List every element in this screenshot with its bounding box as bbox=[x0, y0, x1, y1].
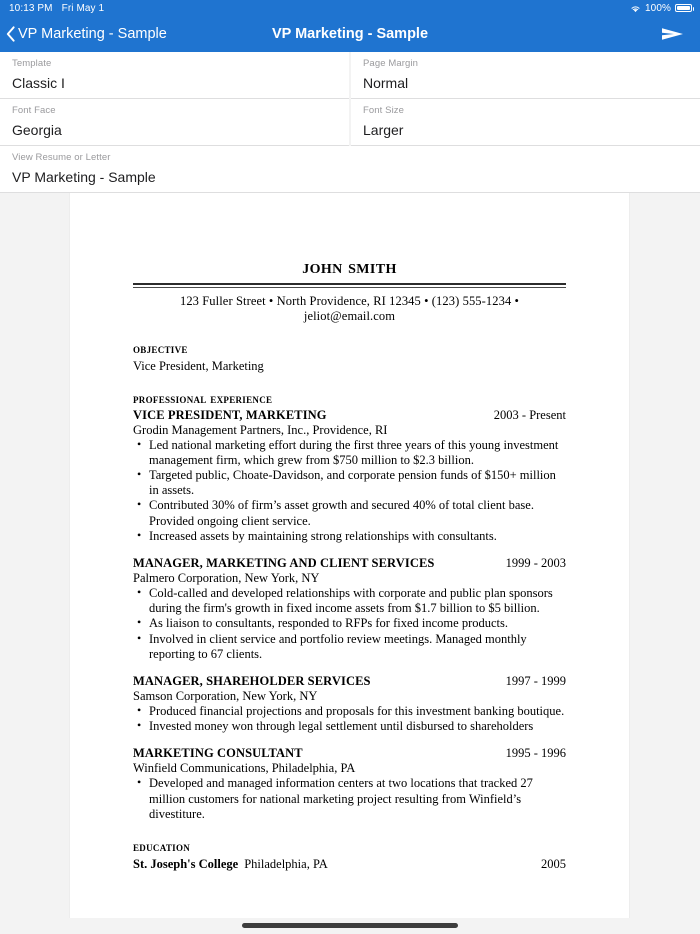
font-face-label: Font Face bbox=[12, 105, 56, 116]
view-document-label: View Resume or Letter bbox=[12, 152, 111, 163]
experience-entry-header bbox=[133, 556, 566, 571]
settings-panel bbox=[0, 52, 700, 193]
page-margin-field[interactable] bbox=[351, 52, 700, 99]
job-bullet: • Cold-called and developed relationships with corporate and public plan sponsors during the firm's growth in fixed income assets from $1.7 billion to $5 billion. bbox=[133, 586, 566, 616]
experience-entry-header bbox=[133, 746, 566, 761]
status-right-cluster bbox=[630, 3, 692, 14]
job-bullet: • Increased assets by maintaining strong relationships with consultants. bbox=[133, 529, 566, 544]
job-bullet-list bbox=[133, 776, 566, 822]
job-bullet: • Contributed 30% of firm’s asset growth and secured 40% of total client base. Provided ongoing client service. bbox=[133, 498, 566, 528]
wifi-icon bbox=[630, 4, 641, 13]
template-field[interactable] bbox=[0, 52, 349, 99]
settings-row-1 bbox=[0, 52, 700, 99]
job-title: MARKETING CONSULTANT bbox=[133, 746, 303, 761]
experience-entry bbox=[133, 674, 566, 734]
job-title: MANAGER, SHAREHOLDER SERVICES bbox=[133, 673, 371, 688]
back-button-label: VP Marketing - Sample bbox=[18, 26, 167, 42]
home-indicator[interactable] bbox=[242, 923, 458, 928]
experience-entry-header bbox=[133, 674, 566, 689]
job-dates: 2003 - Present bbox=[493, 407, 566, 422]
resume-name: john smith bbox=[302, 256, 397, 278]
job-bullet-list bbox=[133, 586, 566, 662]
job-title: MANAGER, MARKETING AND CLIENT SERVICES bbox=[133, 555, 435, 570]
education-entry bbox=[133, 857, 566, 872]
chevron-left-icon bbox=[6, 26, 15, 42]
template-label: Template bbox=[12, 58, 52, 69]
back-button[interactable] bbox=[6, 26, 167, 42]
job-organization: Palmero Corporation, New York, NY bbox=[133, 570, 320, 585]
job-dates: 1997 - 1999 bbox=[505, 673, 566, 688]
font-size-value: Larger bbox=[363, 122, 404, 138]
status-time: 10:13 PM bbox=[9, 2, 53, 14]
job-bullet: • Invested money won through legal settlement until disbursed to shareholders bbox=[133, 719, 566, 734]
font-size-label: Font Size bbox=[363, 105, 405, 116]
send-button[interactable] bbox=[660, 25, 686, 43]
job-bullet: • Led national marketing effort during the first three years of this young investment management firm, which grew from $750 million to $2.3 billion. bbox=[133, 438, 566, 468]
experience-entry bbox=[133, 746, 566, 822]
objective-heading: objective bbox=[133, 340, 188, 356]
education-year: 2005 bbox=[541, 856, 566, 871]
font-face-value: Georgia bbox=[12, 122, 62, 138]
view-document-value: VP Marketing - Sample bbox=[12, 169, 156, 185]
battery-percent-label: 100% bbox=[645, 2, 671, 14]
status-bar bbox=[0, 0, 700, 16]
job-organization: Grodin Management Partners, Inc., Providence, RI bbox=[133, 422, 388, 437]
send-icon bbox=[660, 25, 686, 43]
education-heading: education bbox=[133, 838, 191, 854]
job-bullet: • As liaison to consultants, responded to RFPs for fixed income products. bbox=[133, 616, 566, 631]
job-organization: Winfield Communications, Philadelphia, PA bbox=[133, 761, 356, 776]
navigation-bar bbox=[0, 16, 700, 52]
header-rule bbox=[133, 283, 566, 288]
experience-list bbox=[133, 408, 566, 822]
education-school: St. Joseph's College bbox=[133, 856, 239, 871]
job-bullet-list bbox=[133, 438, 566, 544]
job-bullet: • Involved in client service and portfolio review meetings. Managed monthly reporting to 67 clients. bbox=[133, 632, 566, 662]
page-title: VP Marketing - Sample bbox=[271, 26, 429, 42]
job-bullet-list bbox=[133, 704, 566, 734]
job-bullet: • Developed and managed information centers at two locations that tracked 27 million customers for national marketing project resulting from Winfield’s divestiture. bbox=[133, 776, 566, 822]
view-document-field[interactable] bbox=[0, 146, 700, 193]
job-title: VICE PRESIDENT, MARKETING bbox=[133, 407, 327, 422]
experience-entry bbox=[133, 556, 566, 662]
battery-full-icon bbox=[675, 4, 692, 12]
experience-heading: professional experience bbox=[133, 390, 273, 406]
template-value: Classic I bbox=[12, 75, 65, 91]
education-location: Philadelphia, PA bbox=[244, 856, 328, 871]
education-list bbox=[133, 857, 566, 872]
resume-contact-line: 123 Fuller Street • North Providence, RI 12345 • (123) 555-1234 • jeliot@email.com bbox=[179, 293, 520, 323]
page-margin-value: Normal bbox=[363, 75, 409, 91]
font-face-field[interactable] bbox=[0, 99, 349, 146]
status-date: Fri May 1 bbox=[61, 2, 105, 14]
job-bullet: • Targeted public, Choate-Davidson, and corporate pension funds of $150+ million in assets. bbox=[133, 468, 566, 498]
font-size-field[interactable] bbox=[351, 99, 700, 146]
page-margin-label: Page Margin bbox=[363, 58, 418, 69]
settings-row-2 bbox=[0, 99, 700, 146]
settings-row-3 bbox=[0, 146, 700, 193]
job-bullet: • Produced financial projections and proposals for this investment banking boutique. bbox=[133, 704, 566, 719]
objective-text: Vice President, Marketing bbox=[133, 358, 264, 373]
resume-page bbox=[70, 193, 629, 918]
experience-entry-header bbox=[133, 408, 566, 423]
job-organization: Samson Corporation, New York, NY bbox=[133, 688, 318, 703]
document-viewer[interactable] bbox=[0, 193, 700, 918]
job-dates: 1999 - 2003 bbox=[505, 555, 566, 570]
page-edge-right bbox=[629, 193, 630, 918]
job-dates: 1995 - 1996 bbox=[505, 746, 566, 761]
experience-entry bbox=[133, 408, 566, 544]
